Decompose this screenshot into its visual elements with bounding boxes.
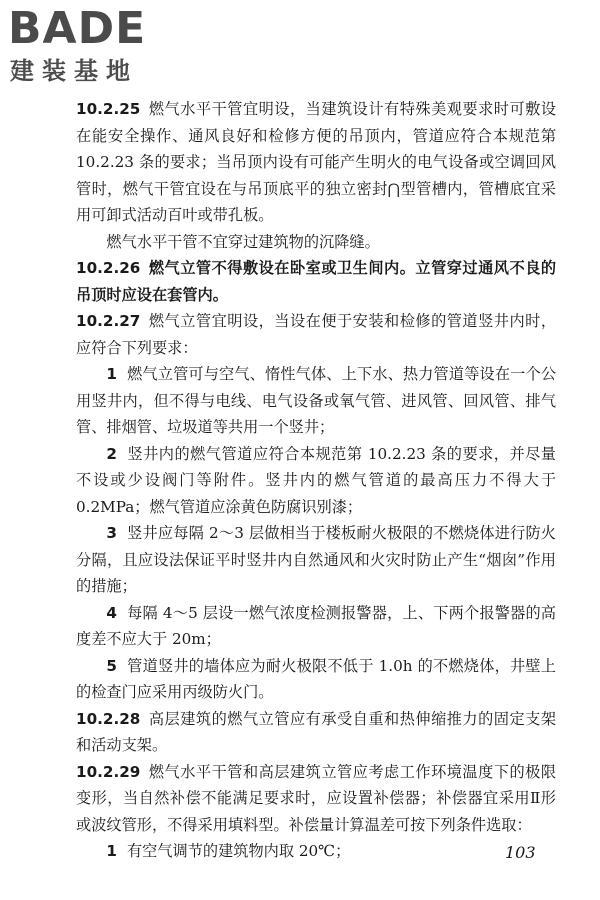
clause-text: 燃气水平干管宜明设，当建筑设计有特殊美观要求时可敷设在能安全操作、通风良好和检修方便的吊顶内，管道应符合本规范第 10.2.23 条的要求；当吊顶内设有可能产生明火的电气设备或空调回风管时，燃气干管宜设在与吊顶底平的独立密封⋂型管槽内，管槽底宜采用可卸式活动百叶或带孔板。	[76, 100, 556, 224]
clause-number: 10.2.28	[76, 709, 141, 728]
item-text: 竖井内的燃气管道应符合本规范第 10.2.23 条的要求，并尽量不设或少设阀门等附件。竖井内的燃气管道的最高压力不得大于 0.2MPa；燃气管道应涂黄色防腐识别漆；	[76, 444, 556, 516]
clause-number: 10.2.27	[76, 312, 141, 330]
clause-10-2-26	[76, 255, 556, 308]
clause-10-2-27	[76, 308, 556, 361]
page-number: 103	[505, 843, 536, 862]
item-number: 3	[106, 524, 117, 542]
clause-10-2-28	[76, 706, 556, 759]
item-number: 2	[106, 444, 117, 463]
clause-number: 10.2.26	[76, 259, 141, 277]
item-number: 5	[106, 656, 117, 675]
bade-logo	[8, 3, 173, 86]
clause-text: 燃气水平干管和高层建筑立管应考虑工作环境温度下的极限变形，当自然补偿不能满足要求时，应设置补偿器；补偿器宜采用Ⅱ形或波纹管形，不得采用填料型。补偿量计算温差可按下列条件选取：	[76, 762, 556, 834]
clause-text: 燃气立管宜明设，当设在便于安装和检修的管道竖井内时，应符合下列要求：	[76, 312, 556, 357]
logo-brand: BADE	[8, 3, 147, 54]
clause-number: 10.2.29	[76, 762, 141, 781]
clause-item	[76, 361, 556, 441]
clause-text: 燃气立管不得敷设在卧室或卫生间内。立管穿过通风不良的吊顶时应设在套管内。	[76, 259, 556, 304]
item-number: 4	[106, 603, 117, 622]
item-number: 1	[106, 365, 117, 383]
item-number: 1	[106, 842, 117, 860]
logo-subtitle: 建装基地	[10, 57, 138, 85]
clause-item	[76, 653, 556, 706]
clause-item	[76, 838, 556, 865]
clause-10-2-25-extra: 燃气水平干管不宜穿过建筑物的沉降缝。	[106, 232, 380, 251]
clause-10-2-29	[76, 759, 556, 839]
clause-item	[76, 520, 556, 600]
clause-item	[76, 600, 556, 653]
item-text: 管道竖井的墙体应为耐火极限不低于 1.0h 的不燃烧体，井壁上的检查门应采用丙级防火门。	[76, 656, 556, 701]
clause-number: 10.2.25	[76, 100, 141, 118]
item-text: 每隔 4～5 层设一燃气浓度检测报警器，上、下两个报警器的高度差不应大于 20m；	[76, 603, 556, 648]
clause-text: 高层建筑的燃气立管应有承受自重和热伸缩推力的固定支架和活动支架。	[76, 709, 556, 754]
document-body	[76, 96, 556, 865]
item-text: 有空气调节的建筑物内取 20℃；	[126, 842, 351, 860]
item-text: 竖井应每隔 2～3 层做相当于楼板耐火极限的不燃烧体进行防火分隔，且应设法保证平时竖井内自然通风和火灾时防止产生“烟囱”作用的措施；	[76, 524, 556, 595]
clause-10-2-25	[76, 96, 556, 229]
clause-item	[76, 441, 556, 521]
item-text: 燃气立管可与空气、惰性气体、上下水、热力管道等设在一个公用竖井内，但不得与电线、电气设备或氧气管、进风管、回风管、排气管、排烟管、垃圾道等共用一个竖井；	[76, 365, 556, 436]
